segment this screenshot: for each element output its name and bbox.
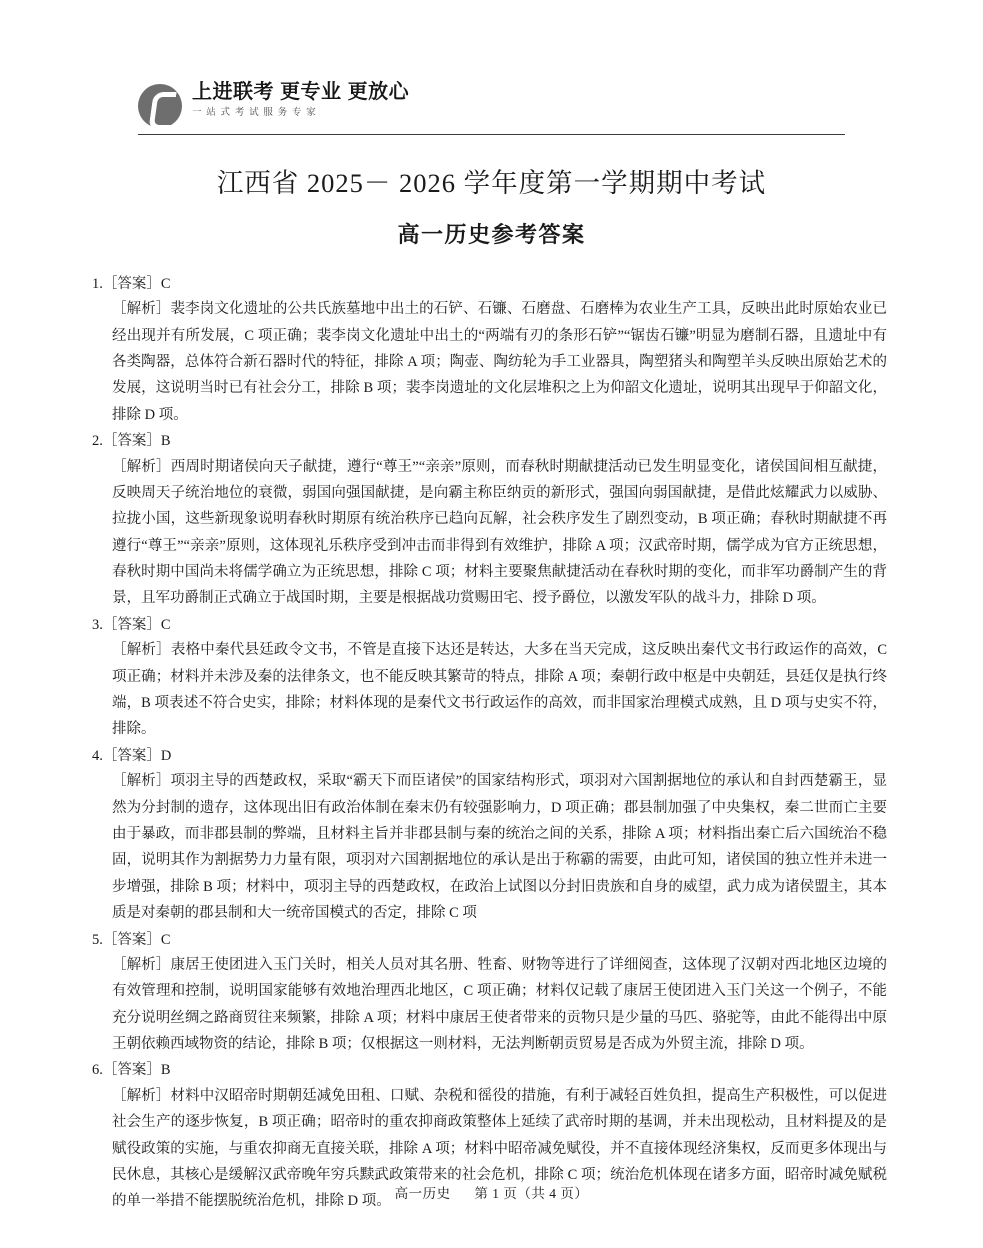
answers-list (78, 273, 905, 1215)
header-divider (138, 134, 845, 135)
page-footer (0, 1182, 983, 1202)
answer-explanation: ［解析］表格中秦代县廷政令文书，不管是直接下达还是转达，大多在当天完成，这反映出秦代文书行政运作的高效，C 项正确；材料并未涉及秦的法律条文，也不能反映其繁苛的特点，排除 A 项；秦朝行政中枢是中央朝廷，县廷仅是执行终端，B 项表述不符合史实，排除；材料体现的是秦代文书行政运作的高效，而非国家治理模式成熟，且 D 项与史实不符，排除。 (112, 642, 887, 738)
brand-text (192, 82, 409, 119)
answer-explanation: ［解析］材料中汉昭帝时期朝廷减免田租、口赋、杂税和徭役的措施，有利于减轻百姓负担，提高生产积极性，可以促进社会生产的逐步恢复，B 项正确；昭帝时的重农抑商政策整体上延续了武帝时期的基调，并未出现松动，且材料提及的是赋役政策的实施，与重农抑商无直接关联，排除 A 项；材料中昭帝减免赋役，并不直接体现经济集权，反而更多体现出与民休息，其核心是缓解汉武帝晚年穷兵黩武政策带来的社会危机，排除 C 项；统治危机体现在诸多方面，昭帝时减免赋税的单一举措不能摆脱统治危机，排除 D 项。 (112, 1087, 887, 1210)
answer-item (82, 614, 887, 743)
answer-label: 2.［答案］B (92, 433, 171, 450)
circular-s-logo-icon (138, 84, 182, 128)
answer-label: 1.［答案］C (92, 275, 171, 292)
footer-page-number: 第 1 页（共 4 页） (474, 1186, 589, 1201)
brand-title: 上进联考 更专业 更放心 (192, 81, 410, 103)
answer-label: 3.［答案］C (92, 616, 171, 633)
answer-label: 5.［答案］C (92, 931, 171, 948)
page-title: 江西省 2025－ 2026 学年度第一学期期中考试 (216, 168, 767, 198)
answer-item (82, 745, 887, 927)
answer-item (82, 929, 887, 1058)
brand-subtitle: 一 站 式 考 试 服 务 专 家 (192, 108, 317, 118)
answer-explanation: ［解析］裴李岗文化遗址的公共氏族墓地中出土的石铲、石镰、石磨盘、石磨棒为农业生产工具，反映出此时原始农业已经出现并有所发展，C 项正确；裴李岗文化遗址中出土的“两端有刃的条形石铲”“锯齿石镰”明显为磨制石器，且遗址中有各类陶器，总体符合新石器时代的特征，排除 A 项；陶壶、陶纺轮为手工业器具，陶塑猪头和陶塑羊头反映出原始艺术的发展，这说明当时已有社会分工，排除 B 项；裴李岗遗址的文化层堆积之上为仰韶文化遗址，说明其出现早于仰韶文化，排除 D 项。 (112, 301, 887, 423)
answer-label: 6.［答案］B (92, 1062, 171, 1079)
answer-explanation: ［解析］康居王使团进入玉门关时，相关人员对其名册、牲畜、财物等进行了详细阅查，这体现了汉朝对西北地区边境的有效管理和控制，说明国家能够有效地治理西北地区，C 项正确；材料仅记载了康居王使团进入玉门关这一个例子，不能充分说明丝绸之路商贸往来频繁，排除 A 项；材料中康居王使者带来的贡物只是少量的马匹、骆驼等，由此不能得出中原王朝依赖西域物资的结论，排除 B 项；仅根据这一则材料，无法判断朝贡贸易是否成为外贸主流，排除 D 项。 (112, 956, 887, 1053)
footer-subject: 高一历史 (394, 1186, 451, 1201)
page-subtitle: 高一历史参考答案 (397, 221, 586, 247)
answer-item (82, 430, 887, 612)
answer-label: 4.［答案］D (92, 747, 172, 764)
answer-explanation: ［解析］项羽主导的西楚政权，采取“霸天下而臣诸侯”的国家结构形式，项羽对六国割据地位的承认和自封西楚霸王，显然为分封制的遗存，这体现出旧有政治体制在秦末仍有较强影响力，D 项正确；郡县制加强了中央集权，秦二世而亡主要由于暴政，而非郡县制的弊端，且材料主旨并非郡县制与秦的统治之间的关系，排除 A 项；材料指出秦亡后六国统治不稳固，说明其作为割据势力力量有限，项羽对六国割据地位的承认是出于称霸的需要，由此可知，诸侯国的独立性并未进一步增强，排除 B 项；材料中，项羽主导的西楚政权，在政治上试图以分封旧贵族和自身的威望，武力成为诸侯盟主，其本质是对秦朝的郡县制和大一统帝国模式的否定，排除 C 项 (112, 773, 887, 922)
answer-explanation: ［解析］西周时期诸侯向天子献捷，遵行“尊王”“亲亲”原则，而春秋时期献捷活动已发生明显变化，诸侯国间相互献捷，反映周天子统治地位的衰微，弱国向强国献捷，是向霸主称臣纳贡的新形式，强国向弱国献捷，是借此炫耀武力以威胁、拉拢小国，这些新现象说明春秋时期原有统治秩序已趋向瓦解，社会秩序发生了剧烈变动，B 项正确；春秋时期献捷不再遵行“尊王”“亲亲”原则，这体现礼乐秩序受到冲击而非得到有效维护，排除 A 项；汉武帝时期，儒学成为官方正统思想，春秋时期中国尚未将儒学确立为正统思想，排除 C 项；材料主要聚焦献捷活动在春秋时期的变化，而非军功爵制产生的背景，且军功爵制正式确立于战国时期，主要是根据战功赏赐田宅、授予爵位，以激发军队的战斗力，排除 D 项。 (112, 458, 887, 607)
brand-header (138, 0, 905, 128)
answer-item (82, 273, 887, 428)
